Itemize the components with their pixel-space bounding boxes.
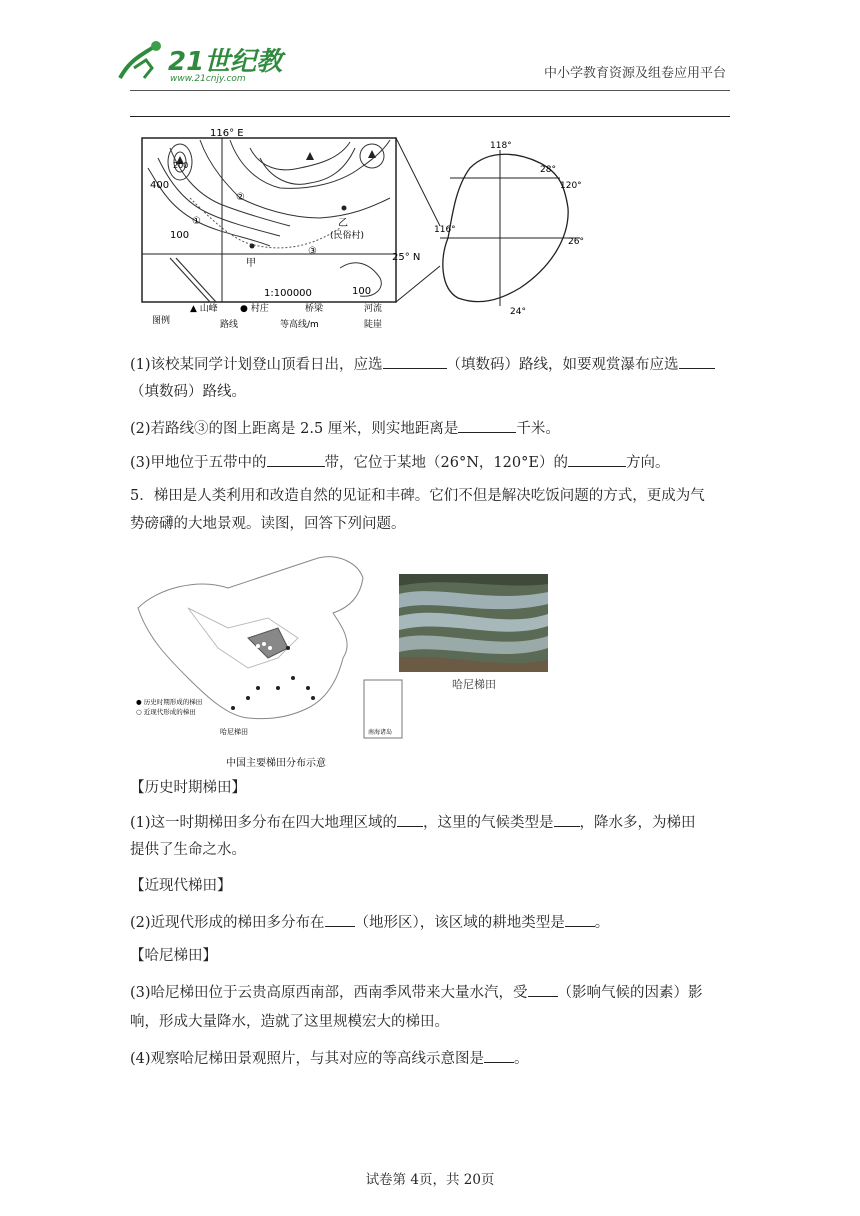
map-caption: 中国主要梯田分布示意 xyxy=(226,758,326,769)
contour-label: 100 xyxy=(352,286,372,297)
contour-label: 100 xyxy=(170,230,190,241)
inset-label: 南海诸岛 xyxy=(368,729,393,736)
section-heading: 【哈尼梯田】 xyxy=(130,948,217,964)
legend-item: 路线 xyxy=(220,320,239,330)
map-legend: ○ 近现代形成的梯田 xyxy=(136,708,196,716)
china-terrace-map xyxy=(128,548,408,774)
site-logo xyxy=(116,38,286,84)
page-footer: 试卷第 4页，共 20页 xyxy=(365,1172,495,1188)
answer-blank[interactable] xyxy=(397,812,423,827)
answer-blank[interactable] xyxy=(554,812,580,827)
q4-part1: (1)该校某同学计划登山顶看日出，应选 （填数码）路线，如要观赏瀑布应选 xyxy=(130,354,730,375)
answer-blank[interactable] xyxy=(458,418,516,433)
legend-title: 图例 xyxy=(152,316,171,326)
place-village: (民俗村) xyxy=(330,231,365,241)
legend-item: ● 村庄 xyxy=(240,304,269,314)
q5-part1: (1)这一时期梯田多分布在四大地理区域的 ，这里的气候类型是 ，降水多，为梯田 xyxy=(130,812,730,833)
inset-label: 120° xyxy=(560,181,582,191)
q4-part1-cont: （填数码）路线。 xyxy=(130,384,246,400)
header-divider xyxy=(130,90,730,91)
map-scale: 1:100000 xyxy=(264,288,312,299)
legend-item: 河流 xyxy=(364,304,383,314)
place-yi: 乙 xyxy=(338,218,348,229)
q5-part3: (3)哈尼梯田位于云贵高原西南部，西南季风带来大量水汽，受 （影响气候的因素）影 xyxy=(130,982,730,1003)
answer-blank[interactable] xyxy=(484,1048,514,1063)
inset-label: 28° xyxy=(540,165,556,175)
answer-blank[interactable] xyxy=(267,452,325,467)
legend-item: ▲ 山峰 xyxy=(190,304,218,314)
topographic-map xyxy=(140,128,600,337)
q5-part2: (2)近现代形成的梯田多分布在 （地形区），该区域的耕地类型是 。 xyxy=(130,912,730,933)
section-heading: 【历史时期梯田】 xyxy=(130,780,246,796)
inset-label: 26° xyxy=(568,237,584,247)
q5-intro: 5．梯田是人类利用和改造自然的见证和丰碑。它们不但是解决吃饭问题的方式，更成为气 xyxy=(130,488,705,504)
lon-label: 116° E xyxy=(210,128,244,139)
route-label: ① xyxy=(192,216,201,227)
place-jia: 甲 xyxy=(246,258,256,269)
lat-label: 25° N xyxy=(392,252,421,263)
legend-item: 等高线/m xyxy=(280,320,319,330)
map-legend: ● 历史时期形成的梯田 xyxy=(136,698,203,706)
section-heading: 【近现代梯田】 xyxy=(130,878,232,894)
inset-label: 118° xyxy=(490,141,512,151)
q5-intro-cont: 势磅礴的大地景观。读图，回答下列问题。 xyxy=(130,516,406,532)
answer-blank[interactable] xyxy=(679,354,715,369)
route-label: ③ xyxy=(308,246,317,257)
q4-part2: (2)若路线③的图上距离是 2.5 厘米，则实地距离是 千米。 xyxy=(130,418,730,439)
logo-sub: www.21cnjy.com xyxy=(170,74,246,84)
q4-part3: (3)甲地位于五带中的 带，它位于某地（26°N，120°E）的 方向。 xyxy=(130,452,730,473)
platform-name: 中小学教育资源及组卷应用平台 xyxy=(543,66,726,81)
answer-blank[interactable] xyxy=(565,912,595,927)
top-rule xyxy=(130,116,730,117)
q5-part4: (4)观察哈尼梯田景观照片，与其对应的等高线示意图是 。 xyxy=(130,1048,730,1069)
contour-label: 400 xyxy=(150,180,170,191)
q5-part1-cont: 提供了生命之水。 xyxy=(130,842,246,858)
answer-blank[interactable] xyxy=(568,452,626,467)
legend-item: 桥梁 xyxy=(305,304,324,314)
answer-blank[interactable] xyxy=(325,912,355,927)
route-label: ② xyxy=(236,192,245,203)
answer-blank[interactable] xyxy=(383,354,447,369)
answer-blank[interactable] xyxy=(528,982,558,997)
inset-label: 24° xyxy=(510,307,526,317)
hani-label: 哈尼梯田 xyxy=(220,728,248,736)
logo-text: 21世纪教 xyxy=(168,47,283,77)
q5-part3-cont: 响，形成大量降水，造就了这里规模宏大的梯田。 xyxy=(130,1014,449,1030)
hani-terrace-photo xyxy=(399,574,548,672)
legend-item: 陡崖 xyxy=(364,320,383,330)
contour-label: 200 xyxy=(173,161,189,170)
photo-caption: 哈尼梯田 xyxy=(452,678,496,691)
inset-label: 116° xyxy=(434,225,456,235)
